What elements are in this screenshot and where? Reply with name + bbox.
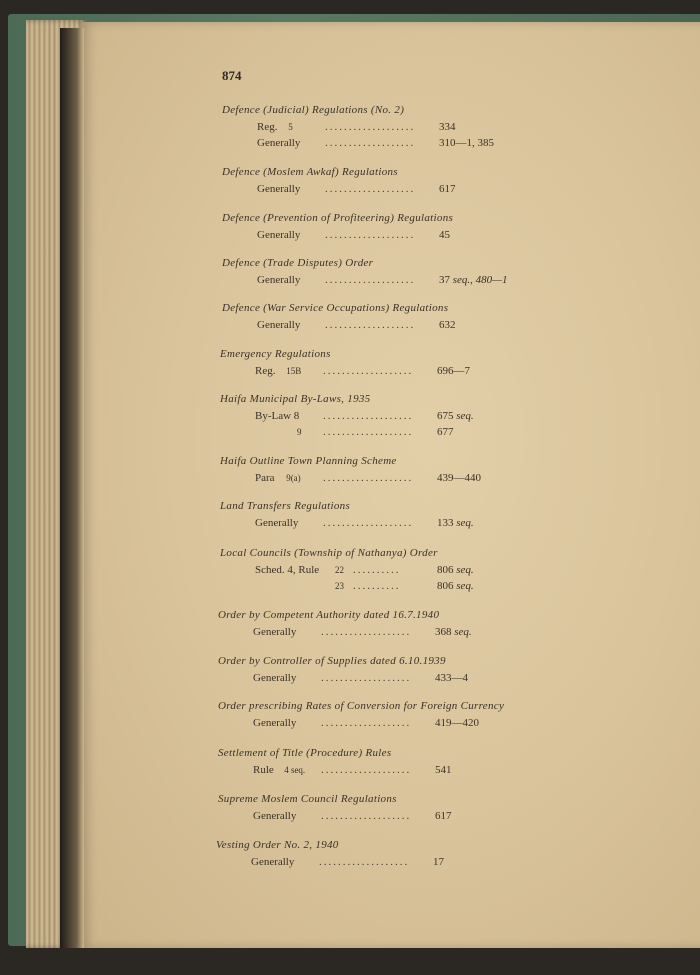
entry-subref: 5 [288,122,293,132]
entry-title: Defence (Trade Disputes) Order [222,257,374,269]
page-reference: 17 [433,856,444,868]
entry-title: Defence (War Service Occupations) Regulations [222,302,449,314]
leader-dots: .......... [353,580,401,592]
page-reference: 677 [437,426,454,438]
entry-subref: 4 seq. [284,765,306,775]
entry-subref: 9(a) [286,473,301,483]
page-reference: 617 [435,810,452,822]
entry-row [255,516,555,530]
page-reference: 617 [439,183,456,195]
entry-title: Defence (Moslem Awkaf) Regulations [222,166,398,178]
entry-row [253,763,553,777]
entry-title: Order by Competent Authority dated 16.7.1940 [218,609,440,621]
page-reference: 632 [439,319,456,331]
entry-row [255,471,555,485]
leader-dots: ................... [325,183,416,195]
leader-dots: ................... [323,410,414,422]
entry-row [255,425,555,439]
entry-label: Generally [253,672,297,684]
page-reference: 310—1, 385 [439,137,494,149]
page-reference: 806 [437,580,454,592]
entry-row [255,563,555,577]
leader-dots: ................... [323,472,414,484]
leader-dots: ................... [323,517,414,529]
page-reference: 368 [435,626,452,638]
entry-title: Emergency Regulations [220,348,331,360]
page-reference-suffix: seq. [454,626,472,638]
entry-row [253,671,553,685]
page-reference: 806 [437,564,454,576]
entry-subref: 15B [286,366,302,376]
entry-title: Haifa Outline Town Planning Scheme [220,455,397,467]
entry-subref: 9 [297,427,302,437]
entry-row [257,273,557,287]
leader-dots: ................... [321,672,412,684]
entry-title: Vesting Order No. 2, 1940 [216,839,339,851]
page-reference: 439—440 [437,472,481,484]
entry-row [255,579,555,593]
leader-dots: ................... [321,810,412,822]
leader-dots: ................... [321,717,412,729]
entry-label: Para [255,472,275,484]
entry-label: Generally [257,183,301,195]
entry-row [251,855,551,869]
entry-label: Reg. [257,121,278,133]
entry-row [257,120,557,134]
entry-label: By-Law 8 [255,410,300,422]
entry-row [257,182,557,196]
page-reference: 133 [437,517,454,529]
entry-title: Local Councils (Township of Nathanya) Order [220,547,438,559]
entry-row [255,364,555,378]
leader-dots: .......... [353,564,401,576]
entry-subref: 23 [335,581,344,591]
page-reference: 675 [437,410,454,422]
entry-title: Land Transfers Regulations [220,500,351,512]
entry-label: Generally [257,274,301,286]
page-reference: 696—7 [437,365,470,377]
leader-dots: ................... [323,365,414,377]
entry-label: Rule [253,764,274,776]
entry-title: Order by Controller of Supplies dated 6.10.1939 [218,655,446,667]
leader-dots: ................... [325,229,416,241]
entry-label: Generally [255,517,299,529]
entry-row [255,409,555,423]
page-reference: 37 [439,274,450,286]
page-reference-suffix: seq. [456,580,474,592]
entry-label: Reg. [255,365,276,377]
entry-row [257,318,557,332]
entry-title: Settlement of Title (Procedure) Rules [218,747,392,759]
entry-label: Generally [251,856,295,868]
entry-row [257,228,557,242]
page-reference-suffix: seq., 480—1 [452,274,508,286]
leader-dots: ................... [321,764,412,776]
leader-dots: ................... [325,137,416,149]
leader-dots: ................... [319,856,410,868]
entry-title: Supreme Moslem Council Regulations [218,793,397,805]
entry-title: Order prescribing Rates of Conversion for Foreign Currency [218,700,505,712]
leader-dots: ................... [325,319,416,331]
page-reference-suffix: seq. [456,517,474,529]
leader-dots: ................... [325,121,416,133]
book-gutter [60,28,84,948]
page-number: 874 [222,68,242,83]
entry-row [257,136,557,150]
entry-row [253,625,553,639]
page-reference: 45 [439,229,450,241]
entry-row [253,716,553,730]
leader-dots: ................... [321,626,412,638]
entry-label: Generally [253,810,297,822]
entry-row [253,809,553,823]
entry-title: Defence (Prevention of Profiteering) Regulations [222,212,454,224]
page-reference: 419—420 [435,717,479,729]
entry-title: Defence (Judicial) Regulations (No. 2) [222,104,405,116]
page-reference: 541 [435,764,452,776]
entry-label: Generally [257,229,301,241]
entry-label: Generally [253,717,297,729]
leader-dots: ................... [323,426,414,438]
entry-title: Haifa Municipal By-Laws, 1935 [220,393,371,405]
entry-label: Generally [257,319,301,331]
page-reference-suffix: seq. [456,410,474,422]
entry-label: Generally [257,137,301,149]
leader-dots: ................... [325,274,416,286]
entry-subref: 22 [335,565,344,575]
entry-label: Sched. 4, Rule [255,564,320,576]
page-reference-suffix: seq. [456,564,474,576]
entry-label: Generally [253,626,297,638]
page-reference: 433—4 [435,672,468,684]
page-reference: 334 [439,121,456,133]
